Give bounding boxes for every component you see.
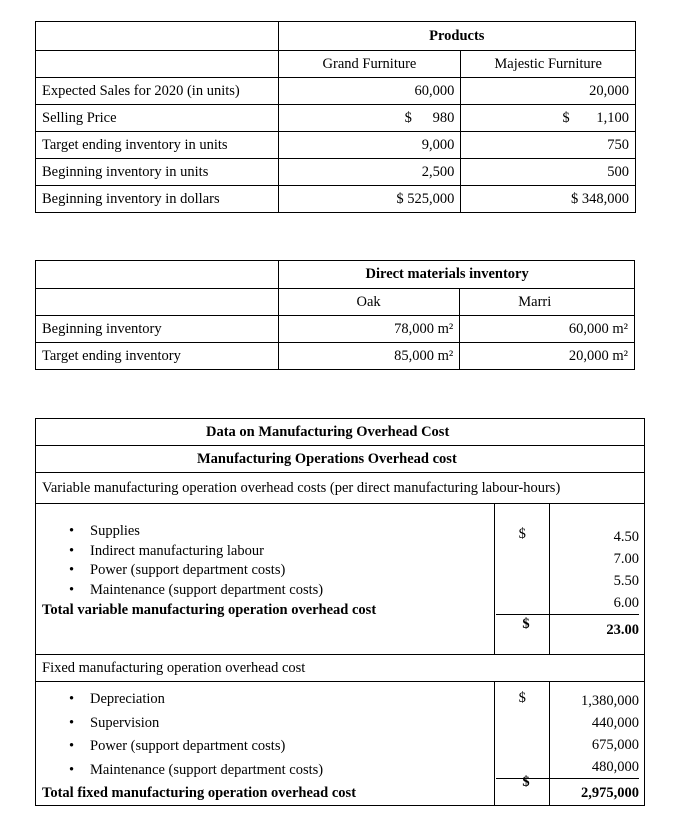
majestic-value: 500 (461, 159, 636, 186)
products-empty-corner (36, 22, 279, 51)
variable-value: 5.50 (613, 573, 639, 589)
currency-symbol: $ (522, 774, 530, 790)
products-table (35, 21, 636, 213)
fixed-value: 440,000 (591, 715, 639, 731)
variable-value: 7.00 (613, 551, 639, 567)
row-label: Selling Price (36, 105, 279, 132)
list-item: • Depreciation (42, 688, 488, 712)
grand-value: 60,000 (278, 78, 461, 105)
row-label: Beginning inventory in units (36, 159, 279, 186)
column-majestic-furniture: Majestic Furniture (461, 51, 636, 78)
grand-value: 9,000 (278, 132, 461, 159)
overhead-title: Data on Manufacturing Overhead Cost (36, 419, 645, 446)
column-grand-furniture: Grand Furniture (278, 51, 461, 78)
currency-symbol: $ (404, 109, 412, 126)
list-item: • Maintenance (support department costs) (42, 759, 488, 783)
marri-value: 20,000 m² (460, 343, 635, 370)
currency-symbol: $ (522, 616, 530, 632)
materials-empty-cell (36, 289, 279, 316)
list-item: • Supervision (42, 712, 488, 736)
grand-price: 980 (432, 109, 455, 126)
variable-items-list (42, 522, 488, 600)
column-marri: Marri (460, 289, 635, 316)
majestic-value: 750 (461, 132, 636, 159)
fixed-values-cell (550, 682, 645, 806)
materials-header: Direct materials inventory (278, 261, 634, 289)
grand-value: 2,500 (278, 159, 461, 186)
fixed-value: 675,000 (591, 737, 639, 753)
fixed-items-cell (36, 682, 495, 806)
majestic-value (461, 105, 636, 132)
majestic-value: $ 348,000 (461, 186, 636, 213)
fixed-total-label: Total fixed manufacturing operation overhead cost (42, 785, 357, 801)
overhead-subtitle: Manufacturing Operations Overhead cost (36, 446, 645, 473)
list-item: • Maintenance (support department costs) (42, 581, 488, 601)
row-label: Expected Sales for 2020 (in units) (36, 78, 279, 105)
row-label: Beginning inventory (36, 316, 279, 343)
overhead-table (35, 418, 645, 806)
variable-items-cell (36, 504, 495, 655)
products-header: Products (278, 22, 635, 51)
majestic-price: 1,100 (596, 109, 629, 126)
list-item: • Supplies (42, 522, 488, 542)
currency-symbol: $ (518, 526, 526, 542)
variable-total-value: 23.00 (606, 622, 639, 638)
oak-value: 78,000 m² (278, 316, 460, 343)
row-label: Target ending inventory in units (36, 132, 279, 159)
oak-value: 85,000 m² (278, 343, 460, 370)
variable-value: 4.50 (613, 529, 639, 545)
fixed-currency-cell (495, 682, 550, 806)
fixed-value: 480,000 (496, 756, 639, 779)
row-label: Beginning inventory in dollars (36, 186, 279, 213)
grand-value: $ 525,000 (278, 186, 461, 213)
products-empty-cell (36, 51, 279, 78)
overhead-section (35, 418, 645, 801)
marri-value: 60,000 m² (460, 316, 635, 343)
materials-empty-corner (36, 261, 279, 289)
materials-table (35, 260, 635, 370)
currency-symbol: $ (562, 109, 570, 126)
variable-heading: Variable manufacturing operation overhead costs (per direct manufacturing labour-hours) (36, 473, 645, 504)
fixed-items-list (42, 688, 488, 782)
fixed-value: 1,380,000 (581, 693, 639, 709)
row-label: Target ending inventory (36, 343, 279, 370)
majestic-value: 20,000 (461, 78, 636, 105)
list-item: • Indirect manufacturing labour (42, 542, 488, 562)
variable-total-label: Total variable manufacturing operation overhead cost (42, 602, 377, 618)
list-item: • Power (support department costs) (42, 735, 488, 759)
fixed-total-value: 2,975,000 (581, 785, 639, 801)
fixed-heading: Fixed manufacturing operation overhead cost (36, 655, 645, 682)
variable-values-cell (550, 504, 645, 655)
list-item: • Power (support department costs) (42, 561, 488, 581)
column-oak: Oak (278, 289, 460, 316)
grand-value (278, 105, 461, 132)
variable-value: 6.00 (496, 592, 639, 615)
variable-currency-cell (495, 504, 550, 655)
currency-symbol: $ (518, 690, 526, 706)
